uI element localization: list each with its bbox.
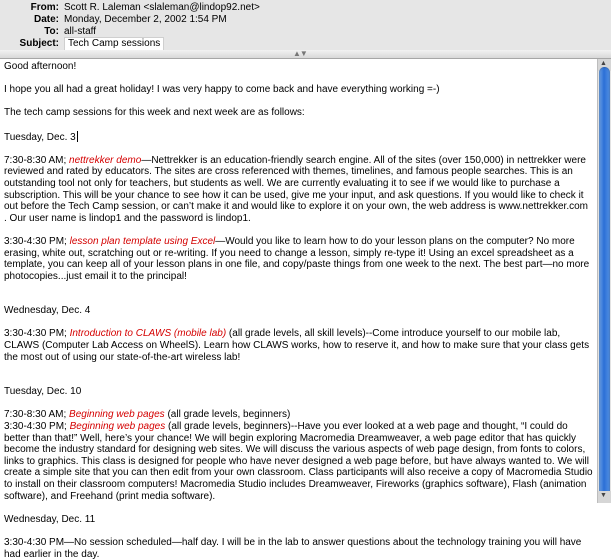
to-value[interactable]: all-staff (64, 26, 97, 37)
day-heading-dec11: Wednesday, Dec. 11 (4, 513, 96, 525)
session-description: —Nettrekker is an education-friendly search engine. All of the sites (over 150,000) in nettrekker were reviewed and rated by educators. The sites are cross referenced with themes, timelines, and famous people searches. This is an outstanding tool not only for teachers, but students as well. We are currently evaluating it to see if we would like to purchase a subscription. This will be your chance to see how it can be used, give me your input, and ask questions. If you would like to check it out before the Tech Camp session, or can’t make it and would like to explore it on your own, the web address is www.nettrekker.com . Our user name is lindop1 and the password is lindop1. (4, 154, 588, 224)
session-description: —Would you like to learn how to do your lesson plans on the computer? No more erasing, white out, scratching out or re-writing. If you need to change a lesson, simply re-type it! Using an excel spreadsheet as a template, you can keep all of your lesson plans in one file, and copy/paste things from one week to the next. The best part—no more photocopies...just email it to the principal! (4, 235, 590, 282)
day-heading-dec4: Wednesday, Dec. 4 (4, 305, 91, 317)
sessions-intro-text: The tech camp sessions for this week and next week are as follows: (4, 107, 305, 119)
session-title: Introduction to CLAWS (mobile lab) (69, 328, 227, 340)
day-heading-dec10: Tuesday, Dec. 10 (4, 386, 82, 398)
date-value: Monday, December 2, 2002 1:54 PM (64, 14, 227, 25)
session-time: 7:30-8:30 AM; (4, 154, 70, 166)
session-time: 3:30-4:30 PM; (4, 235, 70, 247)
session-time: 7:30-8:30 AM; (4, 409, 70, 421)
session-time: 3:30-4:30 PM; (4, 328, 70, 340)
session-description: (all grade levels, beginners)--Have you ever looked at a web page and thought, “I could do better than that!” Well, here’s your chance! We will begin exploring Macromedia Dreamweaver, a web page editor that has quickly become the industry standard for designing web sites. We will discuss the various aspects of web page design, from fonts to colors, links to graphics. This class is designed for people who have never designed a web page before, but have always wanted to. We will create a simple site that you can then edit from your own classroom. Class participants will also receive a copy of Macromedia Studio to install on their classroom computers! Macromedia Studio includes Dreamweaver, Fireworks (graphics software), Flash (animation software), and Freehand (print media software). (4, 421, 593, 502)
scroll-up-arrow-icon[interactable]: ▲ (600, 60, 607, 67)
session-lesson-plan (4, 236, 593, 282)
pane-splitter[interactable] (0, 50, 611, 59)
session-title: nettrekker demo (69, 154, 142, 166)
session-title: Beginning web pages (69, 421, 166, 433)
session-nettrekker (4, 155, 593, 225)
session-description: (all grade levels, all skill levels)--Come introduce yourself to our mobile lab, CLAWS (Computer Lab Access on WheelS). Learn how CLAWS works, how to reserve it, and how to make sure that your class gets the most out of using our state-of-the-art wireless lab! (4, 328, 590, 363)
scrollbar-thumb[interactable] (599, 67, 610, 503)
from-row (0, 2, 611, 14)
scroll-down-button[interactable] (598, 491, 611, 503)
day-heading-dec3 (4, 131, 593, 144)
from-label: From: (30, 2, 59, 13)
day-heading-dec3-label: Tuesday, Dec. 3 (4, 131, 76, 143)
message-header (0, 0, 611, 51)
from-value[interactable]: Scott R. Laleman <slaleman@lindop92.net> (64, 2, 260, 13)
vertical-scrollbar[interactable] (597, 59, 611, 503)
subject-label: Subject: (19, 38, 59, 49)
subject-value: Tech Camp sessions (64, 37, 164, 51)
splitter-grip-icon[interactable]: ▲▼ (293, 49, 307, 58)
text-cursor (77, 131, 78, 142)
date-label: Date: (33, 14, 59, 25)
session-description: (all grade levels, beginners) (164, 409, 291, 421)
to-label: To: (44, 26, 59, 37)
session-title: lesson plan template using Excel (69, 235, 216, 247)
session-web-pages-pm (4, 421, 593, 502)
session-web-pages-am (4, 409, 593, 421)
date-row (0, 14, 611, 26)
session-time: 3:30-4:30 PM; (4, 421, 70, 433)
message-body[interactable] (0, 59, 597, 560)
session-claws (4, 328, 593, 363)
greeting-text: Good afternoon! (4, 61, 77, 72)
scroll-down-arrow-icon[interactable]: ▼ (600, 492, 607, 499)
session-none-scheduled: 3:30-4:30 PM—No session scheduled—half day. I will be in the lab to answer questions about the technology training you will have had earlier in the day. (4, 536, 582, 560)
session-title: Beginning web pages (69, 409, 165, 421)
intro-text: I hope you all had a great holiday! I was very happy to come back and have everything working =-) (4, 84, 440, 96)
